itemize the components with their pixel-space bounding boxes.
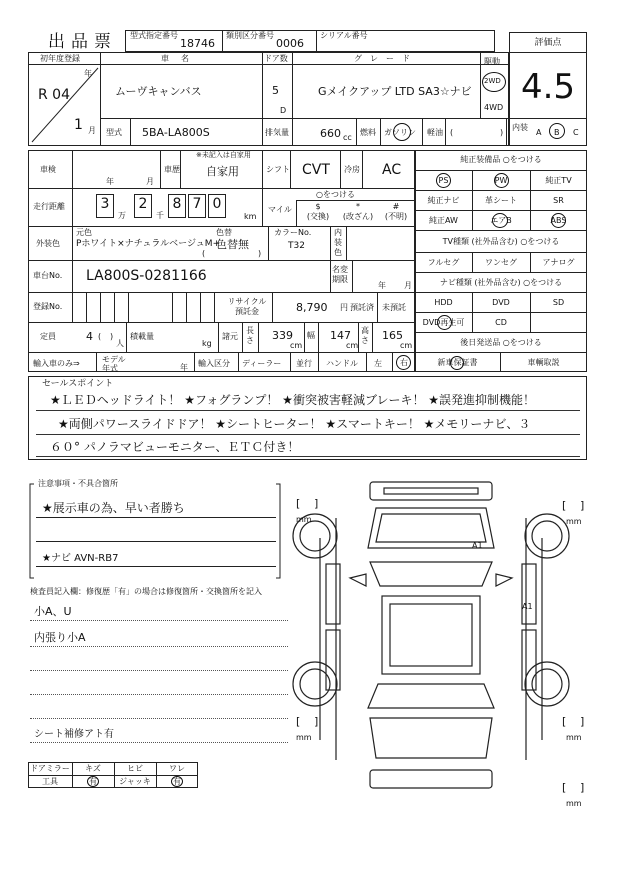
history-label: 車歴 [164,165,180,174]
car-name: ムーヴキャンバス [115,85,202,98]
sales-line-1: ★ＬＥＤヘッドライト！ ★フォグランプ！ ★衝突被害軽減ブレーキ！ ★誤発進抑制機能！ [50,393,536,407]
capacity-value: 4 [86,330,93,343]
navi-dvd: DVD [492,298,510,307]
paint-value: 色替無 [216,238,249,251]
exchange-label: (交換) [306,212,330,221]
mark-note: ○をつける [316,190,355,199]
model-label: 型式 [106,128,122,137]
model-value: 5BA-LA800S [142,126,210,139]
capacity-unit: 人 [116,339,124,348]
navi-hdd: HDD [434,298,453,307]
dims-label: 諸元 [222,332,238,341]
handle-right: 右 [400,358,408,367]
paint-open: ( [202,249,206,258]
bracket-open-4: [ [562,715,567,728]
import-type-label: 輸入区分 [198,359,230,368]
chassis-value: LA800S-0281166 [86,268,207,284]
recycle-value: 8,790 [296,301,328,314]
mm-4: mm [566,733,582,742]
length-label: 長さ [246,326,254,345]
history-note: ※未記入は自家用 [196,151,251,159]
interior-color-label: 内装色 [334,228,342,257]
bracket-close-4: ] [580,715,585,728]
recycle-unit: 円 [340,303,348,312]
car-damage-diagram [290,478,590,808]
tools-cell-tools-yes: 有 [89,777,97,786]
fuel-other-close: ) [500,128,504,137]
equip-sr: SR [553,196,564,205]
import-label: 輸入車のみ⇒ [33,359,80,368]
fuel-light-oil: 軽油 [427,128,443,137]
first-reg-month-label: 月 [88,126,96,135]
first-reg-year: R 04 [38,87,70,103]
notes-line-1: ★展示車の為、早い者勝ち [42,501,185,515]
equip-leather: 革シート [485,196,517,205]
notes-line-2: ★ナビ AVN-RB7 [42,553,119,564]
score-label: 評価点 [534,38,562,48]
navi-sd: SD [552,298,565,307]
fuel-gasoline-circle [393,123,411,141]
height-value: 165 [382,329,403,342]
displacement-unit: cc [343,133,352,142]
mm-3: mm [296,733,312,742]
bracket-open-1: [ [296,497,301,510]
mileage-unit: km [244,212,257,221]
equip-ps: PS [438,176,449,185]
fuel-other-open: ( [450,128,454,137]
displacement-label: 排気量 [265,128,289,137]
displacement-value: 660 [320,127,341,140]
tv-title: TV種類 (社外品含む) ○をつける [442,237,560,246]
tools-header-break: ワレ [169,764,185,773]
mileage-man: 万 [118,211,126,220]
cooling-value: AC [382,162,402,178]
interior-c: C [573,128,579,137]
equip-pw: PW [494,176,508,185]
tools-header-scratch: キズ [85,764,101,773]
doors-suffix: D [280,106,287,115]
capacity-open: ( [98,332,102,341]
length-unit: cm [290,341,303,350]
mileage-label: 走行距離 [33,202,65,211]
tools-cell-jack-yes: 有 [173,777,181,786]
score-value: 4.5 [520,67,576,107]
page-title: 出品票 [48,32,117,52]
width-unit: cm [346,341,359,350]
navi-cd: CD [495,318,507,327]
interior-b: B [554,128,560,137]
mileage-digit-2: 2 [138,196,148,212]
equip-tv: 純正TV [545,176,572,185]
category-label: 類別区分番号 [226,31,274,40]
fuel-gasoline: ガソリン [384,128,416,137]
inspection-label: 車検 [40,165,56,174]
handle-left: 左 [374,359,382,368]
paint-close: ) [258,249,262,258]
inspector-line-2: 内張り小A [34,631,86,644]
mm-1: mm [296,515,312,524]
height-unit: cm [400,341,413,350]
diagram-label-a1-side: A1 [522,602,533,611]
bracket-open-5: [ [562,781,567,794]
color-label: 外装色 [36,239,60,248]
reg-no-label: 登録No. [33,302,63,311]
width-value: 147 [330,329,351,342]
name-change-label: 名変期限 [332,265,348,284]
unknown-mark: # [392,202,400,211]
name-change-year: 年 [378,281,386,290]
load-unit: kg [202,339,212,348]
capacity-label: 定員 [40,332,56,341]
notes-bracket [28,479,288,582]
fuel-label: 燃料 [360,128,376,137]
history-value: 自家用 [206,165,239,178]
equip-abs: ABS [550,216,567,225]
mileage-digit-5: 0 [212,196,222,212]
equip-aw: 純正AW [429,216,458,225]
doors-label: ドア数 [264,54,288,63]
interior-a: A [536,128,542,137]
mileage-digit-4: 7 [192,196,202,212]
notes-label: 注意事項・不具合箇所 [38,479,118,488]
tamper-label: (改ざん) [342,212,374,221]
drive-label: 駆動 [484,57,500,66]
mm-2: mm [566,517,582,526]
drive-4wd: 4WD [484,103,504,112]
recycle-status: 預託済 [350,303,374,312]
load-label: 積載量 [130,332,154,341]
name-change-month: 月 [404,281,412,290]
inspector-line-1: 小A、U [34,605,72,618]
sales-points-label: セールスポイント [42,379,114,389]
inspector-line-3: シート補修アト有 [34,729,114,740]
bracket-close-3: ] [314,715,319,728]
first-reg-month: 1 [74,117,83,133]
later-title: 後日発送品 ○をつける [460,338,542,347]
color-no-label: カラーNo. [274,228,312,237]
shift-label: シフト [266,165,290,174]
mileage-digit-1: 3 [100,196,110,212]
unknown-label: (不明) [384,212,408,221]
type-no-label: 型式指定番号 [130,31,178,40]
inspection-month: 月 [146,177,154,186]
doors-value: 5 [272,84,279,97]
serial-label: シリアル番号 [320,31,368,40]
tools-cell-jack: ジャッキ [119,777,151,786]
equip-airbag: エアB [490,216,512,225]
sales-line-3: ６０° パノラマビューモニター、ＥＴＣ付き！ [50,440,300,454]
tv-full: フルセグ [427,258,460,267]
mm-5: mm [566,799,582,808]
sales-line-2: ★両側パワースライドドア！ ★シートヒーター！ ★スマートキー！ ★メモリーナビ、３ [58,417,531,431]
tv-analog: アナログ [542,258,575,267]
original-color: Pホワイト×ナチュラルベージュM+ [76,239,221,249]
model-year-label: モデル年式 [102,355,126,373]
navi-dvd-play: DVD再生可 [422,318,465,327]
later-warranty: 新車保証書 [437,358,478,367]
tools-header-crack: ヒビ [127,764,143,773]
grade-label: グレード [354,54,418,63]
tamper-mark: * [356,202,360,211]
recycle-status2: 未預託 [382,303,406,312]
category-no: 0006 [276,37,304,50]
later-manual: 車輌取説 [527,358,560,367]
capacity-close: ) [110,332,114,341]
bracket-close-1: ] [314,497,319,510]
original-color-label: 元色 [76,228,92,237]
bracket-open-2: [ [562,499,567,512]
recycle-label: リサイクル預託金 [227,297,267,316]
interior-label: 内装 [512,123,528,132]
equip-navi: 純正ナビ [427,196,460,205]
diagram-label-a1-top: A1 [472,541,483,550]
type-no: 18746 [180,37,215,50]
paint-label: 色替 [216,228,232,237]
mile-label: マイル [268,205,292,214]
length-value: 339 [272,329,293,342]
cooling-label: 冷房 [344,165,360,174]
model-year-unit: 年 [180,363,188,372]
mileage-digit-3: 8 [172,196,182,212]
car-name-label: 車名 [161,54,201,63]
width-label: 幅 [307,331,315,340]
shift-value: CVT [302,162,330,178]
grade-value: Gメイクアップ LTD SA3☆ナビ [318,85,472,98]
import-dealer: ディーラー [242,359,282,368]
import-parallel: 並行 [296,359,312,368]
tools-cell-tools: 工具 [42,777,58,786]
equipment-title: 純正装備品 ○をつける [460,155,542,164]
navi-title: ナビ種類 (社外品含む) ○をつける [439,278,563,287]
height-label: 高さ [361,326,369,345]
bracket-close-5: ] [580,781,585,794]
drive-2wd: 2WD [484,77,501,85]
mileage-sen: 千 [156,211,164,220]
bracket-close-2: ] [580,499,585,512]
color-no: T32 [288,241,305,251]
tools-header-mirror: ドアミラー [30,764,70,773]
inspector-label: 検査員記入欄：修復歴「有」の場合は修復箇所・交換箇所を記入 [30,587,262,596]
exchange-mark: $ [315,202,321,211]
chassis-label: 車台No. [33,271,63,280]
bracket-open-3: [ [296,715,301,728]
inspection-year: 年 [106,177,114,186]
tv-one: ワンセグ [485,258,517,267]
handle-label: ハンドル [326,359,358,368]
first-reg-year-label: 年 [84,69,92,78]
first-reg-label: 初年度登録 [40,54,80,63]
